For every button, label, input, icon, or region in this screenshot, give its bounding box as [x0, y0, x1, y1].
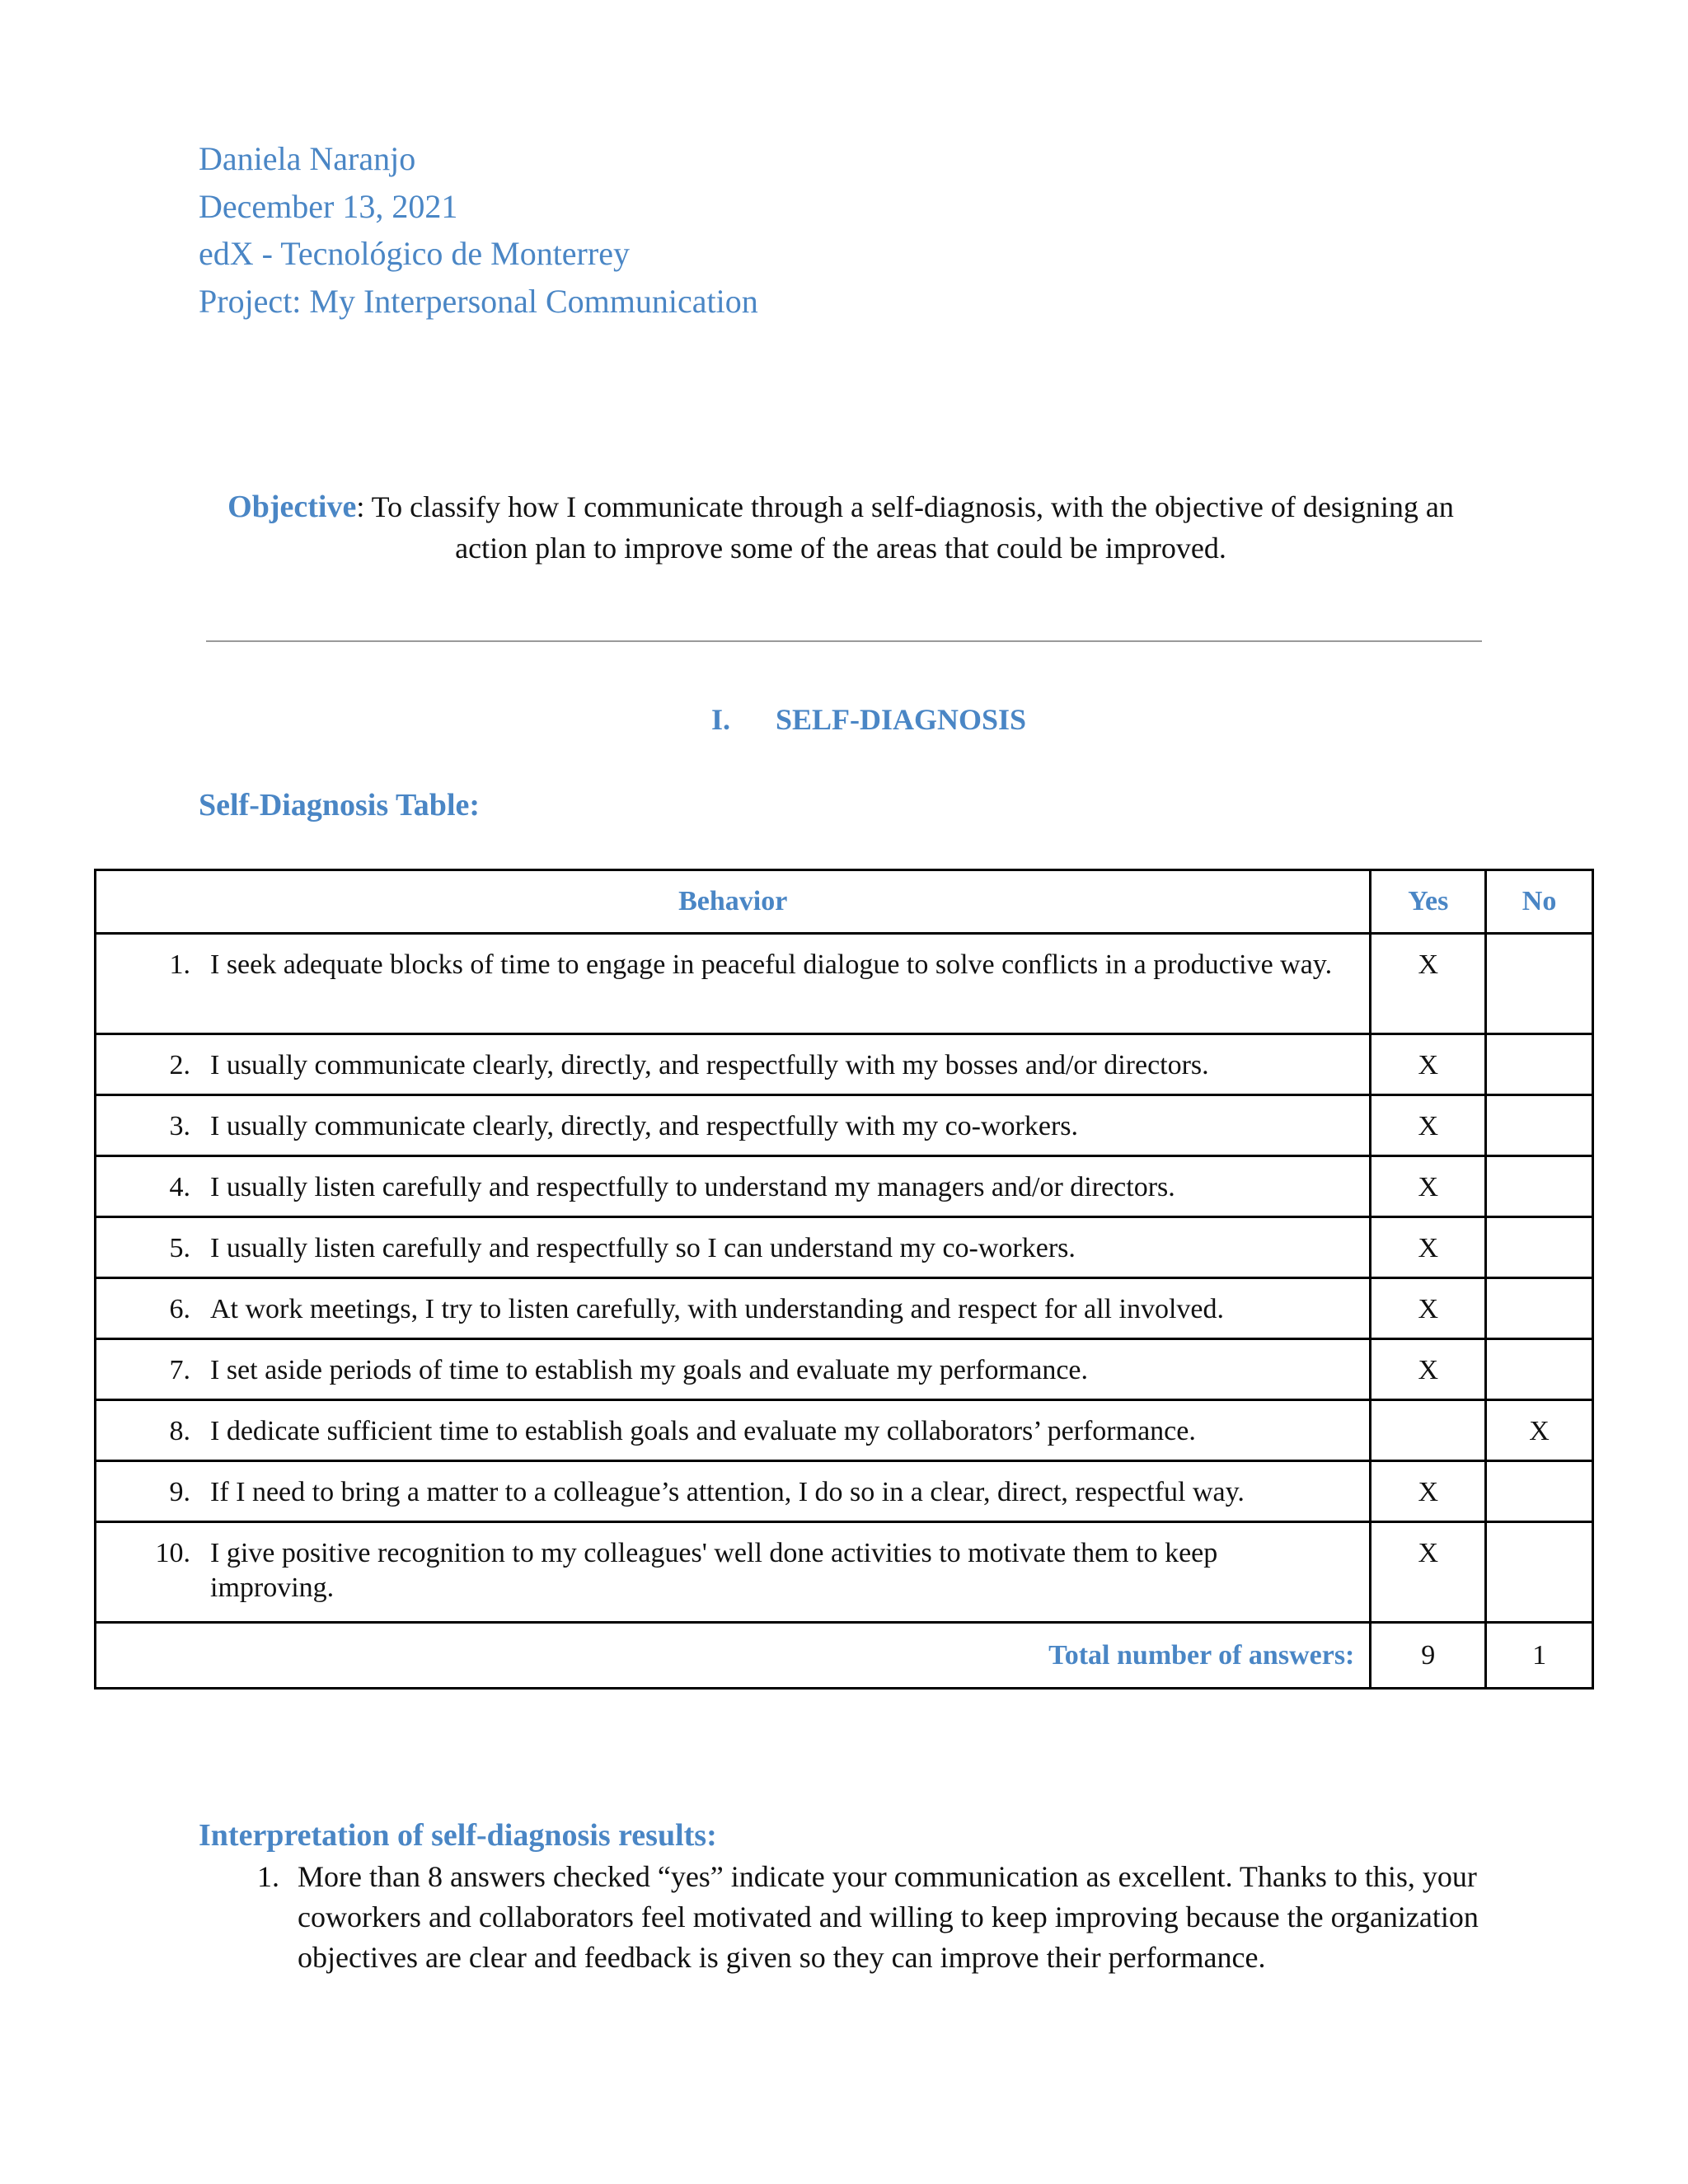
table-row	[96, 1278, 1593, 1339]
row-number: 7.	[169, 1355, 190, 1385]
behavior-text: If I need to bring a matter to a colleague’s attention, I do so in a clear, direct, respectful way.	[210, 1477, 1245, 1507]
document-header	[199, 135, 758, 325]
behavior-text: I give positive recognition to my colleagues' well done activities to motivate them to keep improving.	[210, 1538, 1218, 1603]
no-cell: X	[1486, 1400, 1593, 1461]
no-cell	[1486, 1034, 1593, 1095]
table-row	[96, 1217, 1593, 1278]
objective-text: : To classify how I communicate through a self-diagnosis, with the objective of designing an action plan to improve some of the areas that could be improved.	[356, 490, 1454, 565]
interpretation-heading: Interpretation of self-diagnosis results:	[199, 1818, 717, 1853]
yes-cell: X	[1371, 1339, 1486, 1400]
behavior-cell	[96, 1156, 1371, 1217]
behavior-text: I usually listen carefully and respectfully to understand my managers and/or directors.	[210, 1172, 1175, 1202]
behavior-text: I seek adequate blocks of time to engage in peaceful dialogue to solve conflicts in a productive way.	[210, 949, 1333, 980]
table-header-row	[96, 870, 1593, 934]
no-cell	[1486, 1156, 1593, 1217]
table-row	[96, 1400, 1593, 1461]
table-row	[96, 1522, 1593, 1623]
row-number: 5.	[169, 1233, 190, 1263]
list-item-number: 1.	[257, 1860, 279, 1893]
yes-cell: X	[1371, 1095, 1486, 1156]
yes-cell: X	[1371, 1278, 1486, 1339]
behavior-cell	[96, 1095, 1371, 1156]
row-number: 3.	[169, 1111, 190, 1141]
yes-cell	[1371, 1400, 1486, 1461]
no-cell	[1486, 1522, 1593, 1623]
behavior-text: I usually communicate clearly, directly, and respectfully with my bosses and/or directors.	[210, 1050, 1209, 1080]
table-row	[96, 1339, 1593, 1400]
table-row	[96, 1461, 1593, 1522]
behavior-cell	[96, 1278, 1371, 1339]
behavior-cell	[96, 1522, 1371, 1623]
behavior-cell	[96, 1217, 1371, 1278]
section-number: I.	[710, 703, 730, 736]
no-cell	[1486, 1217, 1593, 1278]
row-number: 9.	[169, 1477, 190, 1507]
yes-cell: X	[1371, 1034, 1486, 1095]
total-label: Total number of answers:	[96, 1623, 1371, 1689]
row-number: 6.	[169, 1294, 190, 1324]
yes-cell: X	[1371, 1156, 1486, 1217]
behavior-cell	[96, 1400, 1371, 1461]
no-cell	[1486, 934, 1593, 1034]
row-number: 4.	[169, 1172, 190, 1202]
list-item-text: More than 8 answers checked “yes” indicate your communication as excellent. Thanks to this, your coworkers and collaborators feel motivated and willing to keep improving because the organization objectives are clear and feedback is given so they can improve their performance.	[298, 1860, 1479, 1974]
no-cell	[1486, 1278, 1593, 1339]
list-item	[199, 1857, 1484, 1978]
behavior-text: I usually listen carefully and respectfully so I can understand my co-workers.	[210, 1233, 1076, 1263]
behavior-cell	[96, 1461, 1371, 1522]
section-title: SELF-DIAGNOSIS	[775, 703, 1027, 736]
author-name: Daniela Naranjo	[199, 140, 416, 177]
yes-cell: X	[1371, 1461, 1486, 1522]
row-number: 8.	[169, 1416, 190, 1446]
behavior-cell	[96, 1339, 1371, 1400]
header-yes: Yes	[1371, 870, 1486, 934]
table-row	[96, 1095, 1593, 1156]
objective-paragraph	[198, 486, 1484, 569]
header-no: No	[1486, 870, 1593, 934]
section-heading	[0, 699, 1688, 740]
horizontal-divider	[206, 640, 1482, 642]
objective-label: Objective	[227, 490, 357, 524]
row-number: 2.	[169, 1050, 190, 1080]
table-caption: Self-Diagnosis Table:	[199, 788, 481, 823]
project-title: Project: My Interpersonal Communication	[199, 282, 758, 320]
header-behavior: Behavior	[96, 870, 1371, 934]
no-cell	[1486, 1095, 1593, 1156]
behavior-cell	[96, 934, 1371, 1034]
behavior-text: I usually communicate clearly, directly, and respectfully with my co-workers.	[210, 1111, 1079, 1141]
total-no: 1	[1486, 1623, 1593, 1689]
table-total-row	[96, 1623, 1593, 1689]
behavior-text: I dedicate sufficient time to establish goals and evaluate my collaborators’ performance.	[210, 1416, 1196, 1446]
behavior-cell	[96, 1034, 1371, 1095]
no-cell	[1486, 1339, 1593, 1400]
table-row	[96, 1156, 1593, 1217]
table-row	[96, 1034, 1593, 1095]
behavior-text: At work meetings, I try to listen carefully, with understanding and respect for all involved.	[210, 1294, 1224, 1324]
yes-cell: X	[1371, 1217, 1486, 1278]
row-number: 10.	[155, 1538, 190, 1568]
no-cell	[1486, 1461, 1593, 1522]
self-diagnosis-table	[94, 869, 1594, 1690]
row-number: 1.	[169, 949, 190, 980]
behavior-text: I set aside periods of time to establish my goals and evaluate my performance.	[210, 1355, 1089, 1385]
table-row	[96, 934, 1593, 1034]
total-yes: 9	[1371, 1623, 1486, 1689]
document-date: December 13, 2021	[199, 187, 458, 225]
interpretation-list	[199, 1857, 1484, 1978]
yes-cell: X	[1371, 934, 1486, 1034]
yes-cell: X	[1371, 1522, 1486, 1623]
institution: edX - Tecnológico de Monterrey	[199, 235, 630, 272]
